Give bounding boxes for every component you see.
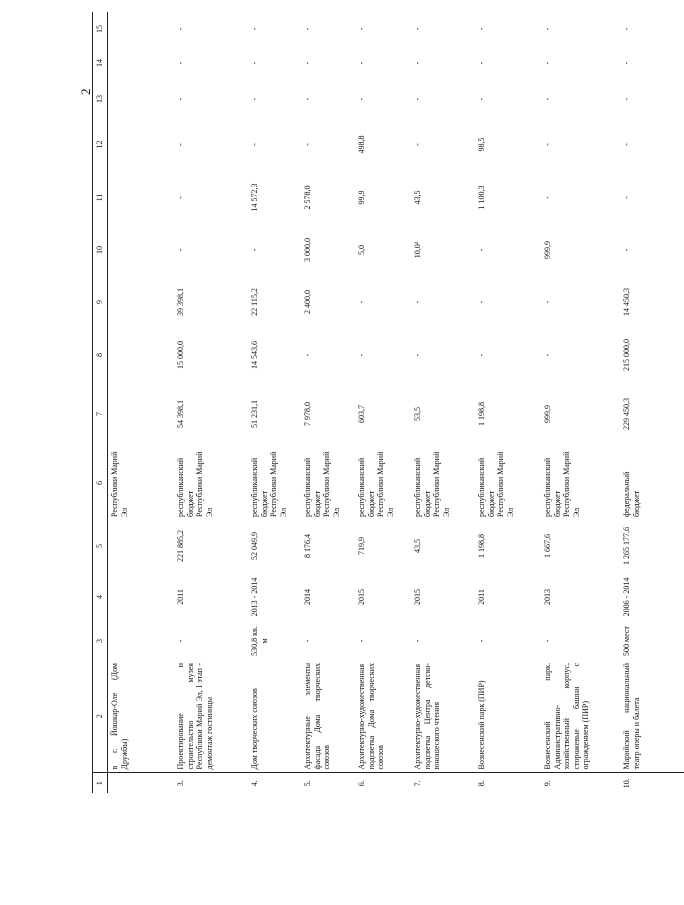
table-row: [411, 12, 475, 793]
column-number: 5: [93, 520, 108, 572]
table-row: [541, 12, 620, 793]
amount: 10,0²: [413, 241, 422, 259]
amount: 999,9: [543, 241, 552, 259]
amount: [108, 328, 175, 382]
amount: 54 398,1: [176, 400, 185, 428]
amount: 1 100,3: [477, 185, 486, 210]
amount: -: [622, 97, 631, 101]
amount: -: [477, 300, 486, 304]
amount: -: [250, 143, 259, 146]
amount: 2 400,0: [303, 290, 312, 314]
capacity: 530,8 кв. м: [250, 626, 269, 656]
amount: 7 978,0: [303, 402, 312, 426]
object-name: Архитектурно-художественная подсветка Центра детско-юношеского чтения: [413, 663, 442, 770]
amount: -: [176, 27, 185, 31]
estimated-cost: 52 049,9: [250, 532, 259, 560]
years: 2013 - 2014: [250, 577, 259, 617]
amount: [108, 12, 175, 46]
amount: [108, 118, 175, 171]
amount: [108, 224, 175, 276]
table-row: [174, 12, 248, 793]
amount: -: [543, 196, 552, 199]
years: 2011: [477, 589, 486, 605]
amount: 22 115,2: [250, 288, 259, 316]
amount: [108, 382, 175, 446]
amount: -: [176, 248, 185, 252]
amount: 3 000,0: [303, 238, 312, 262]
estimated-cost: 43,5: [413, 539, 422, 553]
estimated-cost: 1 198,8: [477, 534, 486, 558]
amount: -: [477, 27, 486, 31]
estimated-cost: 719,9: [357, 537, 366, 555]
capacity: [108, 622, 175, 660]
amount: -: [543, 61, 552, 65]
amount: -: [413, 353, 422, 357]
program-table: [92, 12, 684, 793]
capacity: 500 мест: [622, 626, 631, 656]
amount: -: [477, 61, 486, 65]
row-number: 7.: [411, 773, 475, 793]
funding-source: Республики Марий Эл: [110, 451, 129, 517]
amount: 14 572,3: [250, 183, 259, 212]
estimated-cost: 1 667,6: [543, 534, 552, 558]
amount: -: [622, 143, 631, 146]
amount: -: [250, 27, 259, 31]
capacity: -: [357, 639, 366, 643]
amount: 15 000,0: [176, 341, 185, 369]
column-number: 12: [93, 118, 108, 171]
amount: -: [176, 97, 185, 101]
table-row: [248, 12, 301, 793]
column-number: 6: [93, 446, 108, 520]
row-number: 5.: [301, 773, 355, 793]
funding-source: республиканский бюджет Республики Марий Эл: [413, 451, 451, 517]
column-number-row: [93, 12, 108, 793]
column-number: 13: [93, 80, 108, 118]
amount: 14 543,6: [250, 341, 259, 369]
amount: -: [357, 27, 366, 31]
object-name: Проектирование и строительство музея Республики Марий Эл, I этап - демонтаж гостиницы: [176, 663, 214, 770]
amount: -: [413, 300, 422, 304]
amount: [108, 80, 175, 118]
amount: -: [622, 196, 631, 199]
amount: -: [622, 248, 631, 252]
amount: -: [176, 196, 185, 199]
amount: -: [477, 353, 486, 357]
amount: 2 578,0: [303, 185, 312, 210]
column-number: 11: [93, 171, 108, 224]
estimated-cost: [108, 520, 175, 572]
amount: -: [176, 61, 185, 65]
amount: -: [413, 27, 422, 31]
row-number: 3.: [174, 773, 248, 793]
years: 2015: [413, 589, 422, 605]
funding-source: федеральный бюджет: [622, 471, 641, 517]
column-number: 10: [93, 224, 108, 276]
amount: 5,0: [357, 245, 366, 255]
estimated-cost: 8 176,4: [303, 534, 312, 558]
object-name: Вознесенский парк. Административно-хозяйственный корпус, сторожевые башни с ограждением (ПИР): [543, 663, 591, 770]
amount: -: [622, 61, 631, 65]
estimated-cost: 221 885,2: [176, 530, 185, 562]
amount: -: [250, 248, 259, 252]
amount: -: [250, 61, 259, 65]
funding-source: республиканский бюджет Республики Марий Эл: [250, 451, 288, 517]
object-name: Архитектурные элементы фасада Дома творческих союзов: [303, 663, 332, 770]
amount: 215 000,0: [622, 339, 631, 371]
amount: 39 398,1: [176, 288, 185, 316]
row-number: [108, 773, 175, 793]
amount: 53,5: [413, 407, 422, 421]
amount: -: [477, 248, 486, 252]
row-number: 4.: [248, 773, 301, 793]
amount: -: [413, 143, 422, 146]
amount: -: [543, 143, 552, 146]
years: 2006 - 2014: [622, 577, 631, 617]
amount: -: [357, 97, 366, 101]
amount: -: [622, 27, 631, 31]
capacity: -: [477, 639, 486, 643]
amount: 229 450,3: [622, 398, 631, 430]
amount: 51 231,1: [250, 400, 259, 428]
amount: 1 198,8: [477, 402, 486, 426]
column-number: 7: [93, 382, 108, 446]
amount: -: [413, 61, 422, 65]
column-number: 1: [93, 773, 108, 793]
row-number: 10.: [620, 773, 684, 793]
years: 2013: [543, 589, 552, 605]
amount: [108, 46, 175, 80]
estimated-cost: 1 265 177,6: [622, 527, 631, 565]
column-number: 14: [93, 46, 108, 80]
amount: 43,5: [413, 190, 422, 205]
row-number: 8.: [475, 773, 541, 793]
row-number: 9.: [541, 773, 620, 793]
column-number: 8: [93, 328, 108, 382]
funding-source: республиканский бюджет Республики Марий Эл: [303, 451, 341, 517]
amount: -: [357, 61, 366, 65]
amount: -: [543, 97, 552, 101]
capacity: -: [176, 639, 185, 643]
amount: [108, 276, 175, 328]
object-name: Дом творческих союзов: [250, 688, 259, 770]
row-number: 6.: [355, 773, 411, 793]
amount: -: [303, 353, 312, 357]
amount: -: [303, 143, 312, 146]
capacity: -: [413, 639, 422, 643]
amount: -: [543, 27, 552, 31]
amount: -: [413, 97, 422, 101]
column-number: 15: [93, 12, 108, 46]
amount: 14 450,3: [622, 288, 631, 316]
amount: 99,9: [357, 190, 366, 205]
amount: 498,8: [357, 135, 366, 154]
amount: -: [303, 61, 312, 65]
funding-source: республиканский бюджет Республики Марий Эл: [477, 451, 515, 517]
table-row: [108, 12, 175, 793]
years: 2011: [176, 589, 185, 605]
column-number: 2: [93, 660, 108, 773]
capacity: -: [543, 639, 552, 643]
table-row: [355, 12, 411, 793]
table-row: [620, 12, 684, 793]
funding-source: республиканский бюджет Республики Марий Эл: [543, 451, 581, 517]
column-number: 9: [93, 276, 108, 328]
years: [108, 572, 175, 622]
funding-source: республиканский бюджет Республики Марий Эл: [357, 451, 395, 517]
years: 2014: [303, 589, 312, 605]
object-name: Марийский национальный театр оперы и балета: [622, 663, 641, 770]
table-row: [301, 12, 355, 793]
amount: -: [303, 97, 312, 101]
amount: 603,7: [357, 405, 366, 423]
amount: 999,9: [543, 405, 552, 423]
funding-source: республиканский бюджет Республики Марий Эл: [176, 451, 214, 517]
years: 2015: [357, 589, 366, 605]
table-row: [475, 12, 541, 793]
amount: -: [477, 97, 486, 101]
object-name: Архитектурно-художественная подсветка Дома творческих союзов: [357, 663, 386, 770]
amount: 98,5: [477, 137, 486, 152]
amount: -: [250, 97, 259, 101]
column-number: 4: [93, 572, 108, 622]
object-name: Вознесенский парк (ПИР): [477, 680, 486, 770]
amount: -: [543, 353, 552, 357]
column-number: 3: [93, 622, 108, 660]
capacity: -: [303, 639, 312, 643]
amount: -: [176, 143, 185, 146]
page-number: 2: [78, 88, 93, 95]
amount: -: [543, 300, 552, 304]
amount: -: [357, 353, 366, 357]
amount: -: [303, 27, 312, 31]
amount: [108, 171, 175, 224]
amount: -: [357, 300, 366, 304]
object-name: в г. Йошкар-Оле (Дом Дружбы): [110, 663, 129, 770]
